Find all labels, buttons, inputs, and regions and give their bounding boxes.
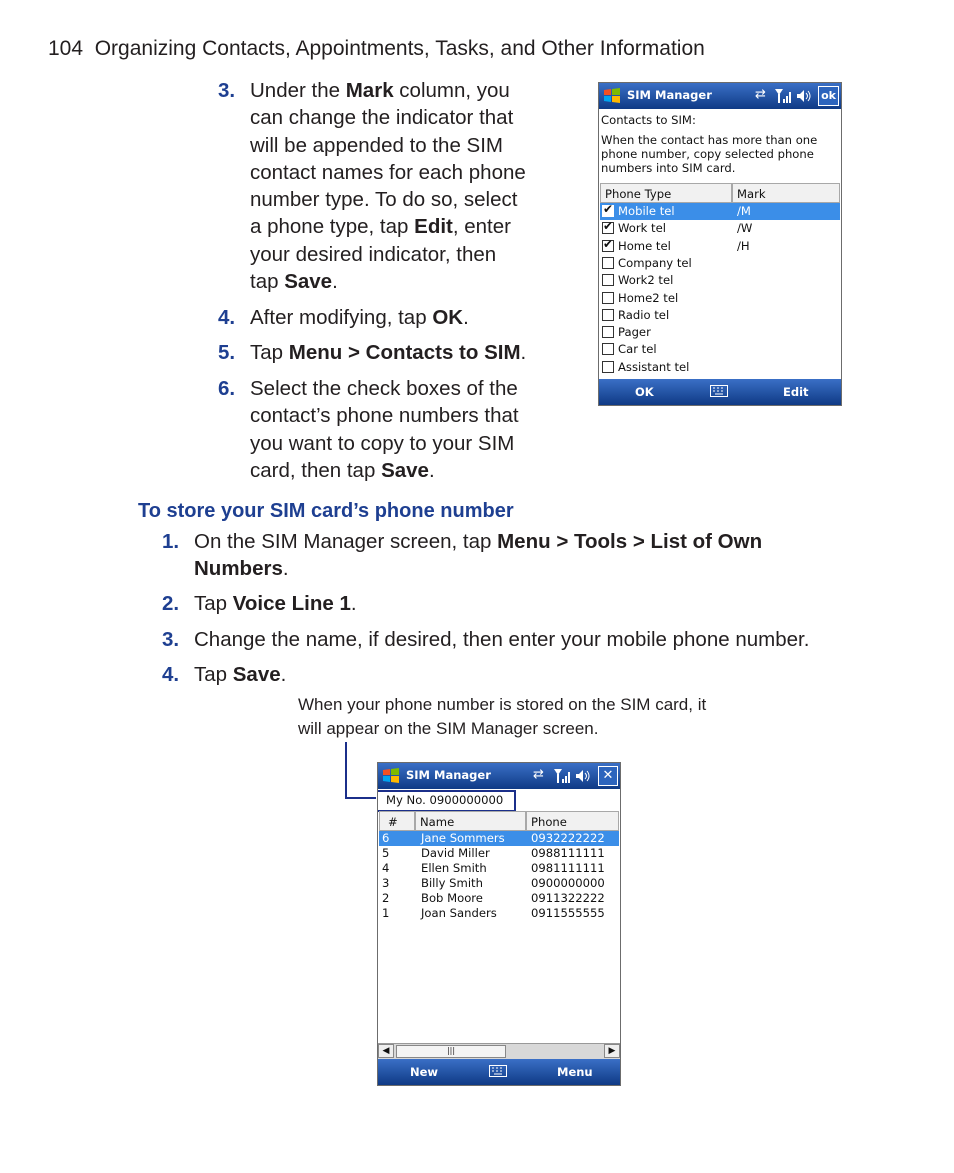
- step-text: [250, 304, 469, 331]
- bold-term: Edit: [414, 215, 453, 239]
- contact-row[interactable]: [379, 831, 619, 846]
- mark-value: /M: [737, 204, 751, 218]
- contact-row[interactable]: [379, 846, 619, 861]
- text-segment: .: [280, 663, 287, 686]
- menu-softkey[interactable]: Menu: [557, 1065, 593, 1079]
- sim-manager-contacts-to-sim-screen: [598, 82, 842, 406]
- contact-phone: 0911555555: [531, 906, 605, 920]
- text-segment: , enter: [452, 215, 511, 239]
- phone-type-row[interactable]: [600, 238, 840, 255]
- phone-type-label: Work tel: [618, 221, 666, 236]
- phone-type-label: Radio tel: [618, 307, 670, 322]
- callout-caption: When your phone number is stored on the SIM card, it will appear on the SIM Manager screen.: [298, 695, 707, 738]
- column-header-phone[interactable]: Phone: [526, 811, 619, 831]
- text-segment: On the SIM Manager screen, tap: [194, 530, 498, 553]
- step-text: [194, 590, 357, 617]
- checkbox-icon[interactable]: [602, 274, 614, 286]
- chapter-title: Organizing Contacts, Appointments, Tasks, and Other Information: [94, 37, 705, 60]
- phone-type-row[interactable]: [600, 307, 840, 324]
- text-segment: .: [350, 592, 357, 615]
- phone-type-row[interactable]: [600, 255, 840, 272]
- title-bar: [599, 83, 841, 109]
- text-segment: a phone type, tap: [250, 215, 415, 239]
- window-title: SIM Manager: [627, 88, 712, 102]
- section-title: To store your SIM card’s phone number: [138, 500, 514, 522]
- text-segment: contact’s phone numbers that: [250, 404, 519, 428]
- step-text: [250, 77, 526, 295]
- column-header-name[interactable]: Name: [415, 811, 526, 831]
- mark-value: /W: [737, 221, 753, 236]
- contact-name: Jane Sommers: [421, 831, 505, 845]
- step-number: 5.: [218, 341, 236, 364]
- ok-button[interactable]: ok: [818, 86, 839, 106]
- checkbox-checked-icon[interactable]: [602, 222, 614, 234]
- horizontal-scrollbar[interactable]: [378, 1043, 620, 1059]
- contact-index: 4: [382, 861, 390, 875]
- step-text: [250, 375, 519, 484]
- step-line: [250, 339, 526, 366]
- contact-row[interactable]: [379, 876, 619, 891]
- contact-index: 5: [382, 846, 390, 860]
- soft-key-bar: [599, 379, 841, 405]
- new-softkey[interactable]: New: [410, 1065, 439, 1079]
- step-line: [250, 457, 519, 484]
- step-line: [194, 626, 809, 653]
- step-number: 2.: [162, 592, 180, 615]
- phone-type-label: Assistant tel: [618, 359, 690, 374]
- step-line: [250, 402, 519, 429]
- description-line-1: When the contact has more than one: [601, 133, 818, 147]
- column-header-phone-type[interactable]: Phone Type: [600, 183, 732, 203]
- phone-type-label: Mobile tel: [618, 204, 675, 218]
- step-number: 6.: [218, 377, 236, 400]
- volume-icon[interactable]: [575, 769, 591, 783]
- column-header-mark[interactable]: Mark: [732, 183, 840, 203]
- contact-phone: 0911322222: [531, 891, 605, 905]
- contact-phone: 0900000000: [531, 876, 605, 890]
- text-segment: number type. To do so, select: [250, 188, 518, 212]
- bold-term: Menu > Tools > List of Own: [497, 530, 763, 553]
- step-number: 1.: [162, 530, 180, 553]
- windows-start-icon[interactable]: [381, 766, 401, 786]
- description-line-3: numbers into SIM card.: [601, 161, 736, 175]
- text-segment: .: [463, 306, 469, 329]
- description-line-2: phone number, copy selected phone: [601, 147, 814, 161]
- step-line: [250, 77, 526, 104]
- keyboard-icon[interactable]: [489, 1065, 507, 1077]
- contact-phone: 0932222222: [531, 831, 605, 845]
- text-segment: contact names for each phone: [250, 160, 526, 184]
- text-segment: will be appended to the SIM: [250, 133, 503, 157]
- step-text: [194, 661, 286, 688]
- text-segment: Under the: [250, 79, 346, 102]
- bold-term: Mark: [345, 79, 394, 102]
- sync-icon: ⇄: [755, 87, 766, 102]
- step-line: [194, 590, 357, 617]
- text-segment: .: [332, 270, 338, 294]
- step-line: [250, 186, 526, 213]
- sync-icon: ⇄: [533, 767, 544, 782]
- keyboard-icon[interactable]: [710, 385, 728, 397]
- phone-type-label: Home tel: [618, 238, 671, 253]
- windows-start-icon[interactable]: [602, 86, 622, 106]
- contact-name: Bob Moore: [421, 891, 483, 905]
- step-line: [250, 241, 526, 268]
- phone-type-label: Car tel: [618, 342, 657, 357]
- text-segment: tap: [250, 270, 285, 294]
- checkbox-checked-icon[interactable]: [602, 205, 614, 217]
- contact-index: 1: [382, 906, 390, 920]
- step-text: [250, 339, 526, 366]
- phone-type-label: Company tel: [618, 255, 692, 270]
- contact-name: Joan Sanders: [421, 906, 497, 920]
- text-segment: Change the name, if desired, then enter your mobile phone number.: [194, 628, 810, 651]
- step-number: 4.: [218, 306, 236, 329]
- phone-type-label: Pager: [618, 325, 651, 340]
- checkbox-icon[interactable]: [602, 343, 614, 355]
- contact-row[interactable]: [379, 906, 619, 921]
- mark-value: /H: [737, 238, 750, 253]
- step-line: [250, 159, 526, 186]
- scroll-left-icon[interactable]: ◀: [378, 1044, 394, 1058]
- contact-row[interactable]: [379, 891, 619, 906]
- step-number: 4.: [162, 663, 180, 686]
- contact-index: 6: [382, 831, 390, 845]
- step-line: [250, 132, 526, 159]
- text-segment: card, then tap: [250, 458, 382, 482]
- contact-phone: 0988111111: [531, 846, 605, 860]
- phone-type-row[interactable]: [600, 341, 840, 358]
- signal-icon: [553, 768, 571, 784]
- step-line: [194, 528, 762, 555]
- my-number-highlight: [377, 790, 516, 812]
- column-header-number[interactable]: #: [379, 811, 415, 831]
- step-number: 3.: [218, 79, 236, 102]
- text-segment: After modifying, tap: [250, 306, 433, 329]
- step-line: [250, 304, 469, 331]
- text-segment: you want to copy to your SIM: [250, 431, 515, 455]
- text-segment: can change the indicator that: [250, 106, 514, 130]
- bold-term: Menu > Contacts to SIM: [288, 341, 521, 364]
- volume-icon[interactable]: [796, 89, 812, 103]
- my-number[interactable]: My No. 0900000000: [386, 793, 504, 807]
- window-title: SIM Manager: [406, 768, 491, 782]
- contact-phone: 0981111111: [531, 861, 605, 875]
- callout-line: [340, 740, 380, 802]
- bold-term: Save: [232, 663, 281, 686]
- scroll-thumb[interactable]: |||: [396, 1045, 506, 1058]
- step-text: [194, 528, 762, 583]
- ok-softkey[interactable]: OK: [635, 385, 654, 399]
- step-number: 3.: [162, 628, 180, 651]
- contacts-to-sim-heading: Contacts to SIM:: [601, 113, 696, 127]
- checkbox-icon[interactable]: [602, 326, 614, 338]
- step-line: [250, 213, 526, 240]
- phone-type-row[interactable]: [600, 324, 840, 341]
- text-segment: Tap: [250, 341, 289, 364]
- text-segment: Tap: [194, 592, 233, 615]
- step-line: [250, 104, 526, 131]
- phone-type-row[interactable]: [600, 290, 840, 307]
- scroll-right-icon[interactable]: ▶: [604, 1044, 620, 1058]
- step-text: [194, 626, 809, 653]
- phone-type-label: Home2 tel: [618, 290, 679, 305]
- phone-type-row[interactable]: [600, 359, 840, 376]
- bold-term: Voice Line 1: [232, 592, 351, 615]
- bold-term: Save: [284, 270, 333, 294]
- contact-index: 2: [382, 891, 390, 905]
- close-button[interactable]: ✕: [598, 766, 618, 786]
- soft-key-bar: [378, 1059, 620, 1085]
- step-line: [250, 375, 519, 402]
- contact-name: David Miller: [421, 846, 490, 860]
- text-segment: Tap: [194, 663, 233, 686]
- phone-type-label: Work2 tel: [618, 273, 674, 288]
- checkbox-icon[interactable]: [602, 292, 614, 304]
- title-bar: [378, 763, 620, 789]
- bold-term: Save: [381, 458, 429, 482]
- contact-name: Billy Smith: [421, 876, 483, 890]
- signal-icon: [774, 88, 792, 104]
- text-segment: column, you: [393, 79, 510, 102]
- contact-name: Ellen Smith: [421, 861, 487, 875]
- sim-manager-list-screen: [377, 762, 621, 1086]
- page-header: [48, 37, 705, 61]
- step-line: [250, 268, 526, 295]
- checkbox-icon[interactable]: [602, 257, 614, 269]
- phone-type-row[interactable]: [600, 220, 840, 237]
- edit-softkey[interactable]: Edit: [783, 385, 809, 399]
- step-line: [194, 661, 286, 688]
- contact-row[interactable]: [379, 861, 619, 876]
- text-segment: your desired indicator, then: [250, 242, 497, 266]
- phone-type-row[interactable]: [600, 272, 840, 289]
- checkbox-checked-icon[interactable]: [602, 240, 614, 252]
- bold-term: OK: [432, 306, 464, 329]
- step-line: [194, 555, 762, 582]
- phone-type-row[interactable]: [600, 203, 840, 220]
- checkbox-icon[interactable]: [602, 309, 614, 321]
- text-segment: Select the check boxes of the: [250, 377, 518, 400]
- text-segment: .: [428, 458, 435, 482]
- contact-index: 3: [382, 876, 390, 890]
- bold-term: Numbers: [194, 557, 283, 581]
- page-number: 104: [48, 37, 84, 60]
- text-segment: .: [282, 557, 289, 581]
- checkbox-icon[interactable]: [602, 361, 614, 373]
- text-segment: .: [520, 341, 527, 364]
- step-line: [250, 430, 519, 457]
